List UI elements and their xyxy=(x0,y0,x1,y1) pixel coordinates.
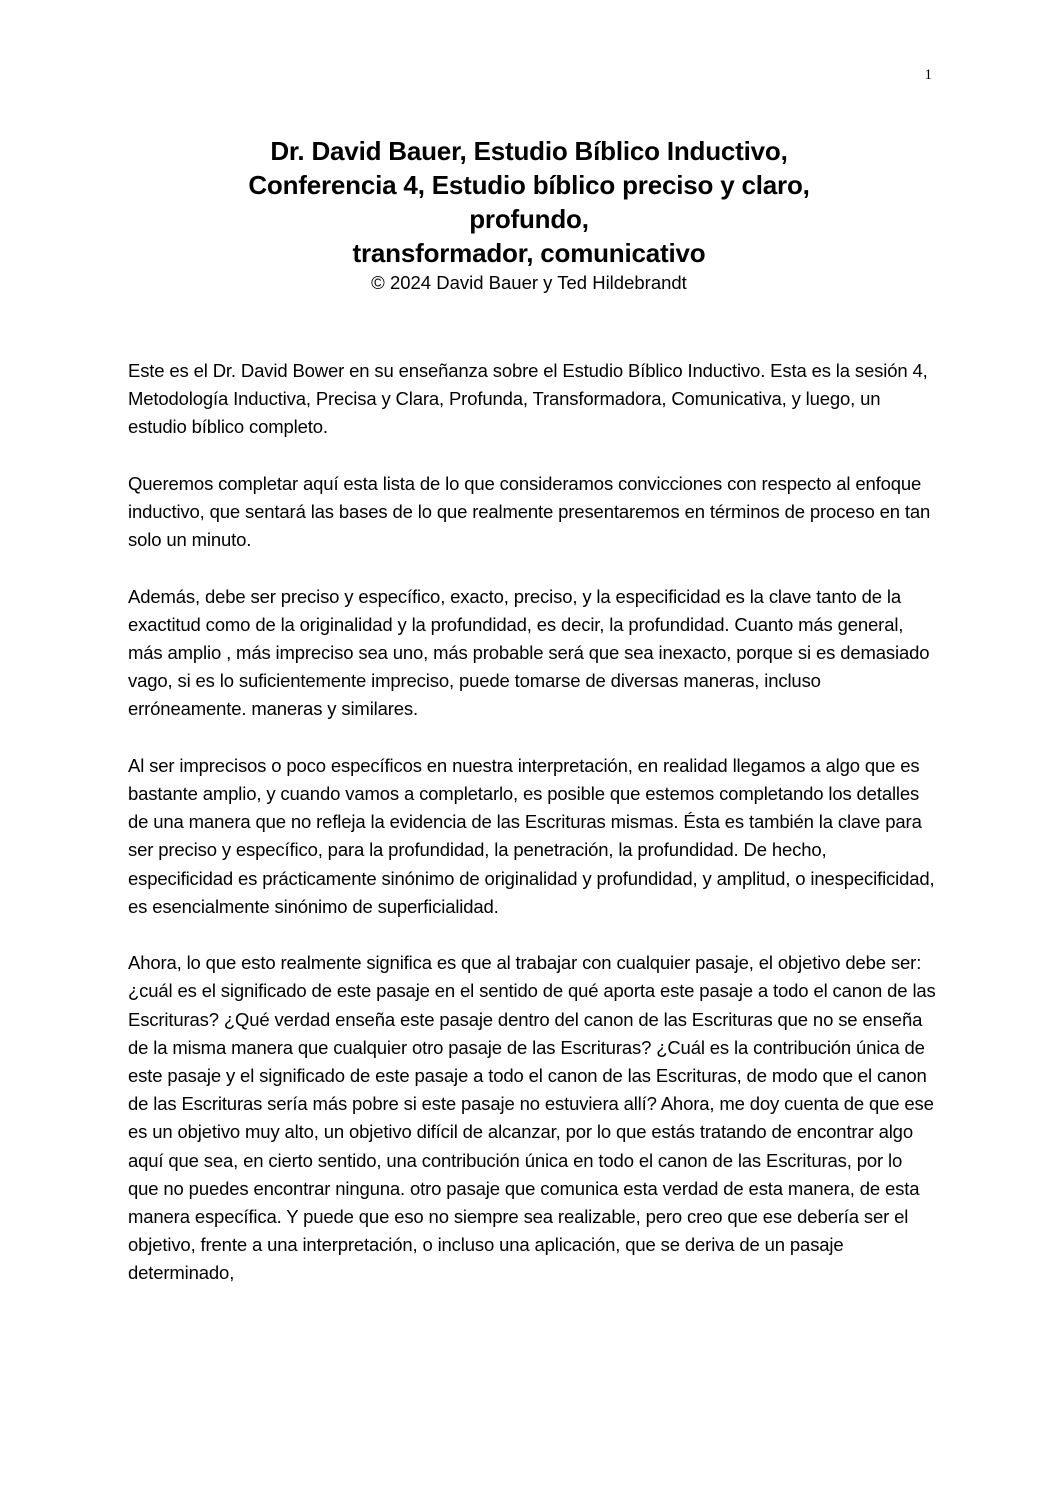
title-line: Dr. David Bauer, Estudio Bíblico Inductivo, xyxy=(270,136,788,166)
paragraph: Ahora, lo que esto realmente significa es que al trabajar con cualquier pasaje, el objetivo debe ser: ¿cuál es el significado de este pasaje en el sentido de qué aporta este pasaje a todo el canon de las Escrituras? ¿Qué verdad enseña este pasaje dentro del canon de las Escrituras que no se enseña de la misma manera que cualquier otro pasaje de las Escrituras? ¿Cuál es la contribución única de este pasaje y el significado de este pasaje a todo el canon de las Escrituras, de modo que el canon de las Escrituras sería más pobre si este pasaje no estuviera allí? Ahora, me doy cuenta de que ese es un objetivo muy alto, un objetivo difícil de alcanzar, por lo que estás tratando de encontrar algo aquí que sea, en cierto sentido, una contribución única en todo el canon de las Escrituras, por lo que no puedes encontrar ninguna. otro pasaje que comunica esta verdad de esta manera, de esta manera específica. Y puede que eso no siempre sea realizable, pero creo que ese debería ser el objetivo, frente a una interpretación, o incluso una aplicación, que se deriva de un pasaje determinado, xyxy=(128,952,936,1284)
copyright-notice: © 2024 David Bauer y Ted Hildebrandt xyxy=(371,272,687,293)
paragraph: Además, debe ser preciso y específico, exacto, preciso, y la especificidad es la clave tanto de la exactitud como de la originalidad y la profundidad, es decir, la profundidad. Cuanto más general, más amplio , más impreciso sea uno, más probable será que sea inexacto, porque si es demasiado vago, si es lo suficientemente impreciso, puede tomarse de diversas maneras, incluso erróneamente. maneras y similares. xyxy=(128,585,930,720)
body-text xyxy=(128,357,936,1316)
title-line: transformador, comunicativo xyxy=(352,238,706,268)
title-line: Conferencia 4, Estudio bíblico preciso y claro, xyxy=(248,170,810,200)
title-line: profundo, xyxy=(469,204,589,234)
title-block xyxy=(128,134,930,296)
page-number: 1 xyxy=(924,67,932,83)
paragraph: Queremos completar aquí esta lista de lo que consideramos convicciones con respecto al enfoque inductivo, que sentará las bases de lo que realmente presentaremos en términos de proceso en tan solo un minuto. xyxy=(128,472,931,551)
paragraph: Este es el Dr. David Bower en su enseñanza sobre el Estudio Bíblico Inductivo. Esta es la sesión 4, Metodología Inductiva, Precisa y Clara, Profunda, Transformadora, Comunicativa, y luego, un estudio bíblico completo. xyxy=(128,360,928,438)
paragraph: Al ser imprecisos o poco específicos en nuestra interpretación, en realidad llegamos a algo que es bastante amplio, y cuando vamos a completarlo, es posible que estemos completando los detalles de una manera que no refleja la evidencia de las Escrituras mismas. Ésta es también la clave para ser preciso y específico, para la profundidad, la penetración, la profundidad. De hecho, especificidad es prácticamente sinónimo de originalidad y profundidad, y amplitud, o inespecificidad, es esencialmente sinónimo de superficialidad. xyxy=(128,754,935,917)
